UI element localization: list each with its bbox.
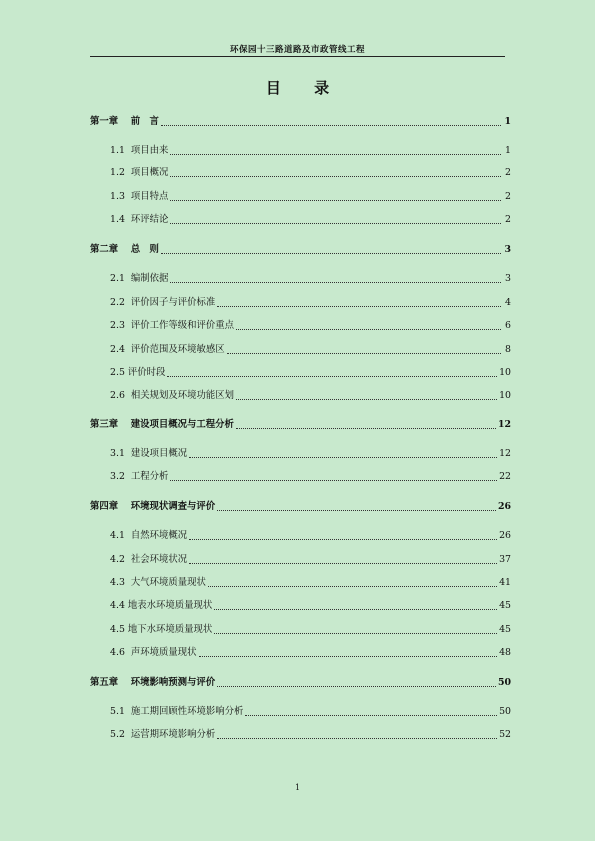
dot-leader <box>217 737 497 739</box>
toc-section-1-3[interactable] <box>110 190 511 204</box>
toc-section-2-2[interactable] <box>110 296 511 310</box>
toc-chapter-3[interactable] <box>90 418 511 432</box>
toc-page: 10 <box>499 390 511 401</box>
dot-leader <box>236 398 497 400</box>
toc-page: 8 <box>505 344 511 355</box>
toc-section-1-1[interactable] <box>110 144 511 158</box>
dot-leader <box>236 427 496 429</box>
dot-leader <box>170 175 501 177</box>
toc-page: 45 <box>499 624 511 635</box>
toc-label: 1.1 项目由来 <box>110 145 169 156</box>
dot-leader <box>217 509 496 511</box>
toc-page: 6 <box>505 320 511 331</box>
dot-leader <box>189 562 497 564</box>
toc-label: 第三章 建设项目概况与工程分析 <box>90 419 234 430</box>
toc-page: 50 <box>497 677 511 688</box>
toc-label: 2.5 评价时段 <box>110 367 166 378</box>
toc-section-3-2[interactable] <box>110 470 511 484</box>
toc-section-4-5[interactable] <box>110 623 511 637</box>
toc-label: 第二章 总 则 <box>90 244 159 255</box>
toc-label: 4.2 社会环境状况 <box>110 554 188 565</box>
toc-label: 1.4 环评结论 <box>110 214 169 225</box>
dot-leader <box>161 252 501 254</box>
toc-section-1-4[interactable] <box>110 213 511 227</box>
toc-section-5-1[interactable] <box>110 705 511 719</box>
toc-section-5-2[interactable] <box>110 728 511 742</box>
toc-page: 48 <box>499 647 511 658</box>
toc-chapter-4[interactable] <box>90 500 511 514</box>
toc-section-2-1[interactable] <box>110 272 511 286</box>
dot-leader <box>167 375 497 377</box>
toc-page: 1 <box>504 116 511 127</box>
dot-leader <box>161 124 501 126</box>
dot-leader <box>170 153 501 155</box>
toc-chapter-5[interactable] <box>90 676 511 690</box>
toc-section-4-1[interactable] <box>110 529 511 543</box>
toc-label: 2.3 评价工作等级和评价重点 <box>110 320 234 331</box>
toc-label: 2.4 评价范围及环境敏感区 <box>110 344 225 355</box>
toc-page: 37 <box>499 554 511 565</box>
toc-section-4-3[interactable] <box>110 576 511 590</box>
dot-leader <box>170 199 501 201</box>
toc-label: 第四章 环境现状调查与评价 <box>90 501 216 512</box>
toc-page: 2 <box>505 214 511 225</box>
toc-label: 1.3 项目特点 <box>110 191 169 202</box>
toc-page: 45 <box>499 600 511 611</box>
dot-leader <box>214 608 497 610</box>
toc-page: 1 <box>505 145 511 156</box>
dot-leader <box>217 305 501 307</box>
toc-chapter-2[interactable] <box>90 243 511 257</box>
toc-page: 2 <box>505 191 511 202</box>
running-header: 环保园十三路道路及市政管线工程 <box>229 45 365 55</box>
toc-page: 50 <box>499 706 511 717</box>
toc-page: 2 <box>505 167 511 178</box>
dot-leader <box>170 281 501 283</box>
page-number: 1 <box>294 783 301 792</box>
dot-leader <box>227 352 501 354</box>
dot-leader <box>199 655 498 657</box>
toc-title: 目 录 <box>265 79 344 97</box>
toc-label: 4.6 声环境质量现状 <box>110 647 197 658</box>
dot-leader <box>245 714 497 716</box>
toc-page: 12 <box>499 448 511 459</box>
dot-leader <box>170 479 497 481</box>
toc-label: 1.2 项目概况 <box>110 167 169 178</box>
toc-section-2-3[interactable] <box>110 319 511 333</box>
toc-label: 3.1 建设项目概况 <box>110 448 188 459</box>
toc-page: 26 <box>499 530 511 541</box>
dot-leader <box>189 538 497 540</box>
toc-page: 26 <box>497 501 511 512</box>
dot-leader <box>189 456 497 458</box>
toc-label: 3.2 工程分析 <box>110 471 169 482</box>
toc-label: 第一章 前 言 <box>90 116 159 127</box>
toc-label: 4.5 地下水环境质量现状 <box>110 624 213 635</box>
toc-section-2-4[interactable] <box>110 343 511 357</box>
toc-page: 3 <box>504 244 511 255</box>
toc-page: 52 <box>499 729 511 740</box>
toc-section-4-6[interactable] <box>110 646 511 660</box>
toc-page: 3 <box>505 273 511 284</box>
dot-leader <box>236 328 501 330</box>
toc-section-4-4[interactable] <box>110 599 511 613</box>
toc-section-1-2[interactable] <box>110 166 511 180</box>
toc-label: 5.2 运营期环境影响分析 <box>110 729 216 740</box>
toc-section-2-5[interactable] <box>110 366 511 380</box>
toc-label: 4.3 大气环境质量现状 <box>110 577 206 588</box>
toc-section-2-6[interactable] <box>110 389 511 403</box>
toc-label: 5.1 施工期回顾性环境影响分析 <box>110 706 244 717</box>
toc-section-3-1[interactable] <box>110 447 511 461</box>
toc-label: 4.1 自然环境概况 <box>110 530 188 541</box>
dot-leader <box>208 585 497 587</box>
toc-section-4-2[interactable] <box>110 553 511 567</box>
toc-page: 22 <box>499 471 511 482</box>
toc-page: 4 <box>505 297 511 308</box>
toc-page: 10 <box>499 367 511 378</box>
toc-label: 4.4 地表水环境质量现状 <box>110 600 213 611</box>
dot-leader <box>214 632 497 634</box>
toc-chapter-1[interactable] <box>90 115 511 129</box>
toc-label: 第五章 环境影响预测与评价 <box>90 677 216 688</box>
dot-leader <box>217 685 496 687</box>
toc-page: 41 <box>499 577 511 588</box>
toc-page: 12 <box>497 419 511 430</box>
toc-label: 2.6 相关规划及环境功能区划 <box>110 390 234 401</box>
dot-leader <box>170 222 501 224</box>
toc-label: 2.2 评价因子与评价标准 <box>110 297 216 308</box>
toc-label: 2.1 编制依据 <box>110 273 169 284</box>
